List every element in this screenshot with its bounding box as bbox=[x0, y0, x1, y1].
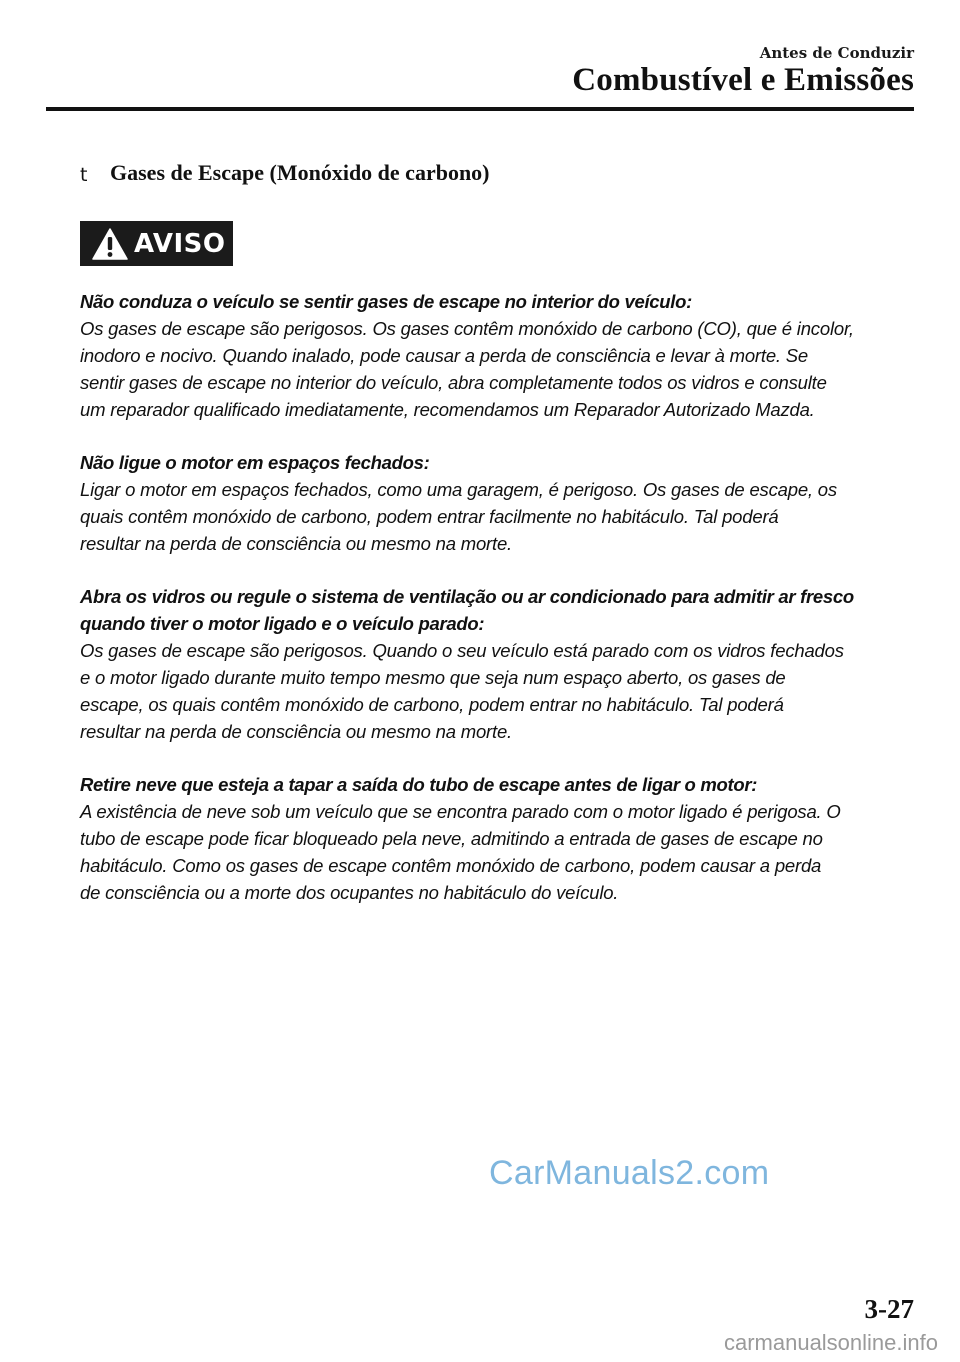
warning-heading: Retire neve que esteja a tapar a saída do tubo de escape antes de ligar o motor: bbox=[80, 774, 758, 795]
warning-line: um reparador qualiﬁcado imediatamente, recomendamos um Reparador Autorizado Mazda. bbox=[80, 399, 815, 420]
warning-triangle-icon bbox=[92, 228, 128, 260]
warning-label: AVISO bbox=[134, 228, 226, 259]
warning-item bbox=[80, 583, 920, 745]
warning-heading: Não ligue o motor em espaços fechados: bbox=[80, 452, 430, 473]
warning-line: e o motor ligado durante muito tempo mesmo que seja num espaço aberto, os gases de bbox=[80, 667, 786, 688]
page-title: Combustível e Emissões bbox=[572, 62, 914, 98]
header-divider bbox=[46, 107, 914, 111]
warning-line: inodoro e nocivo. Quando inalado, pode causar a perda de consciência e levar à morte. Se bbox=[80, 345, 809, 366]
footer-url[interactable]: carmanualsonline.info bbox=[723, 1330, 938, 1355]
warning-line: escape, os quais contêm monóxido de carbono, podem entrar no habitáculo. Tal poderá bbox=[80, 694, 784, 715]
watermark: CarManuals2.com bbox=[489, 1154, 770, 1192]
warning-line: quais contêm monóxido de carbono, podem entrar facilmente no habitáculo. Tal poderá bbox=[80, 506, 779, 527]
warning-heading: Abra os vidros ou regule o sistema de ventilação ou ar condicionado para admitir ar fresco bbox=[80, 586, 854, 607]
warning-item bbox=[80, 288, 920, 423]
warning-line: resultar na perda de consciência ou mesmo na morte. bbox=[80, 721, 512, 742]
section-title: Gases de Escape (Monóxido de carbono) bbox=[110, 160, 490, 185]
warning-item bbox=[80, 771, 920, 906]
warning-line: tubo de escape pode ﬁcar bloqueado pela neve, admitindo a entrada de gases de escape no bbox=[80, 828, 823, 849]
warning-line: resultar na perda de consciência ou mesmo na morte. bbox=[80, 533, 512, 554]
warning-item bbox=[80, 449, 920, 557]
warning-list bbox=[80, 288, 920, 932]
warning-heading: quando tiver o motor ligado e o veículo parado: bbox=[80, 613, 485, 634]
warning-heading: Não conduza o veículo se sentir gases de escape no interior do veículo: bbox=[80, 291, 692, 312]
warning-line: Ligar o motor em espaços fechados, como uma garagem, é perigoso. Os gases de escape, os bbox=[80, 479, 837, 500]
warning-line: de consciência ou a morte dos ocupantes no habitáculo do veículo. bbox=[80, 882, 619, 903]
warning-line: Os gases de escape são perigosos. Quando o seu veículo está parado com os vidros fechados bbox=[80, 640, 844, 661]
warning-line: sentir gases de escape no interior do veículo, abra completamente todos os vidros e consulte bbox=[80, 372, 827, 393]
section-bullet: t bbox=[80, 164, 88, 186]
page-number: 3-27 bbox=[864, 1294, 914, 1324]
warning-line: habitáculo. Como os gases de escape contêm monóxido de carbono, podem causar a perda bbox=[80, 855, 822, 876]
chapter-label: Antes de Conduzir bbox=[759, 44, 914, 62]
warning-badge bbox=[80, 221, 233, 266]
warning-line: A existência de neve sob um veículo que se encontra parado com o motor ligado é perigosa. O bbox=[80, 801, 841, 822]
warning-line: Os gases de escape são perigosos. Os gases contêm monóxido de carbono (CO), que é incolor, bbox=[80, 318, 854, 339]
